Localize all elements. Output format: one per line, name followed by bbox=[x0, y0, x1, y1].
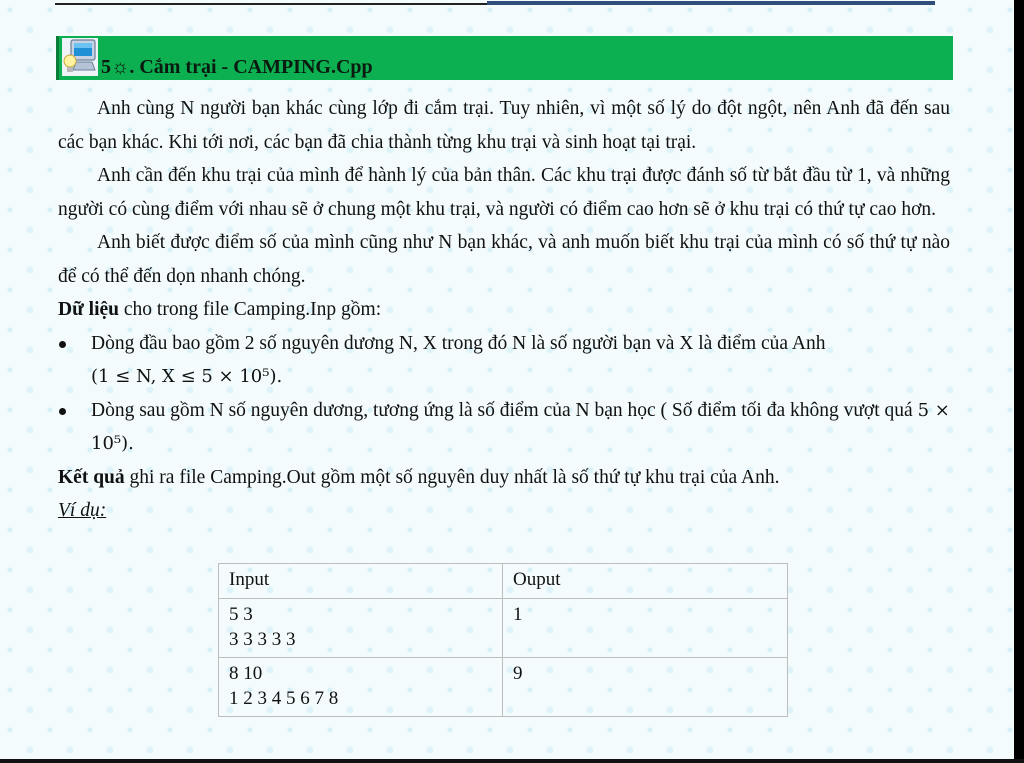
table-row bbox=[219, 658, 788, 717]
input-bullet-1 bbox=[58, 327, 950, 394]
section-header-bar bbox=[56, 36, 953, 80]
bullet-2-text: Dòng sau gồm N số nguyên dương, tương ứng là số điểm của N bạn học ( Số điểm tối đa không vượt quá bbox=[91, 399, 913, 421]
screen-frame-bottom bbox=[0, 759, 1024, 763]
input-bullet-2 bbox=[58, 394, 950, 461]
paragraph-goal: Anh biết được điểm số của mình cũng như N bạn khác, và anh muốn biết khu trại của mình có số thứ tự nào để có thể đến dọn nhanh chóng. bbox=[58, 232, 950, 287]
table-row bbox=[219, 599, 788, 658]
output-cell: 1 bbox=[503, 599, 788, 658]
paragraph-intro: Anh cùng N người bạn khác cùng lớp đi cắm trại. Tuy nhiên, vì một số lý do đột ngột, nên Anh đã đến sau các bạn khác. Khi tới nơi, các bạn đã chia thành từng khu trại và sinh hoạt tại trại. bbox=[58, 98, 950, 153]
bullet-1-constraint: (1 ≤ N, X ≤ 5 × 10⁵). bbox=[91, 366, 283, 387]
input-line: 3 3 3 3 3 bbox=[229, 629, 296, 650]
input-line: 8 10 bbox=[229, 663, 263, 684]
header-input: Input bbox=[219, 564, 503, 599]
bullet-2-constraint: 5 × 10⁵). bbox=[91, 399, 950, 454]
output-text: ghi ra file Camping.Out gồm một số nguyên duy nhất là số thứ tự khu trại của Anh. bbox=[124, 466, 780, 488]
table-header-row bbox=[219, 564, 788, 599]
top-rule-left bbox=[55, 3, 487, 5]
screen-frame-right bbox=[1014, 0, 1024, 763]
input-cell bbox=[219, 599, 503, 658]
header-output: Ouput bbox=[503, 564, 788, 599]
output-cell: 9 bbox=[503, 658, 788, 717]
input-bullet-list bbox=[58, 327, 950, 461]
input-cell bbox=[219, 658, 503, 717]
example-label-line bbox=[58, 494, 950, 528]
bullet-dot-icon bbox=[59, 408, 66, 415]
top-rule-right bbox=[487, 1, 935, 5]
input-description bbox=[58, 293, 950, 327]
input-line: 5 3 bbox=[229, 604, 253, 625]
output-description bbox=[58, 461, 950, 495]
input-line: 1 2 3 4 5 6 7 8 bbox=[229, 688, 339, 709]
bullet-dot-icon bbox=[59, 341, 66, 348]
problem-body bbox=[58, 92, 950, 528]
bullet-1-text: Dòng đầu bao gồm 2 số nguyên dương N, X trong đó N là số người bạn và X là điểm của Anh bbox=[91, 332, 826, 354]
input-text: cho trong file Camping.Inp gồm: bbox=[119, 299, 382, 320]
example-table bbox=[218, 563, 788, 717]
output-label: Kết quả bbox=[58, 466, 125, 488]
example-label: Ví dụ: bbox=[58, 500, 107, 521]
computer-lightbulb-icon bbox=[62, 36, 98, 76]
paragraph-camp-numbering: Anh cần đến khu trại của mình để hành lý của bản thân. Các khu trại được đánh số từ bắt đầu từ 1, và những người có cùng điểm với nhau sẽ ở chung một khu trại, và người có điểm cao hơn sẽ ở khu trại có thứ tự cao hơn. bbox=[58, 165, 950, 220]
section-title: 5☼. Cắm trại - CAMPING.Cpp bbox=[101, 56, 373, 78]
input-label: Dữ liệu bbox=[58, 299, 119, 320]
